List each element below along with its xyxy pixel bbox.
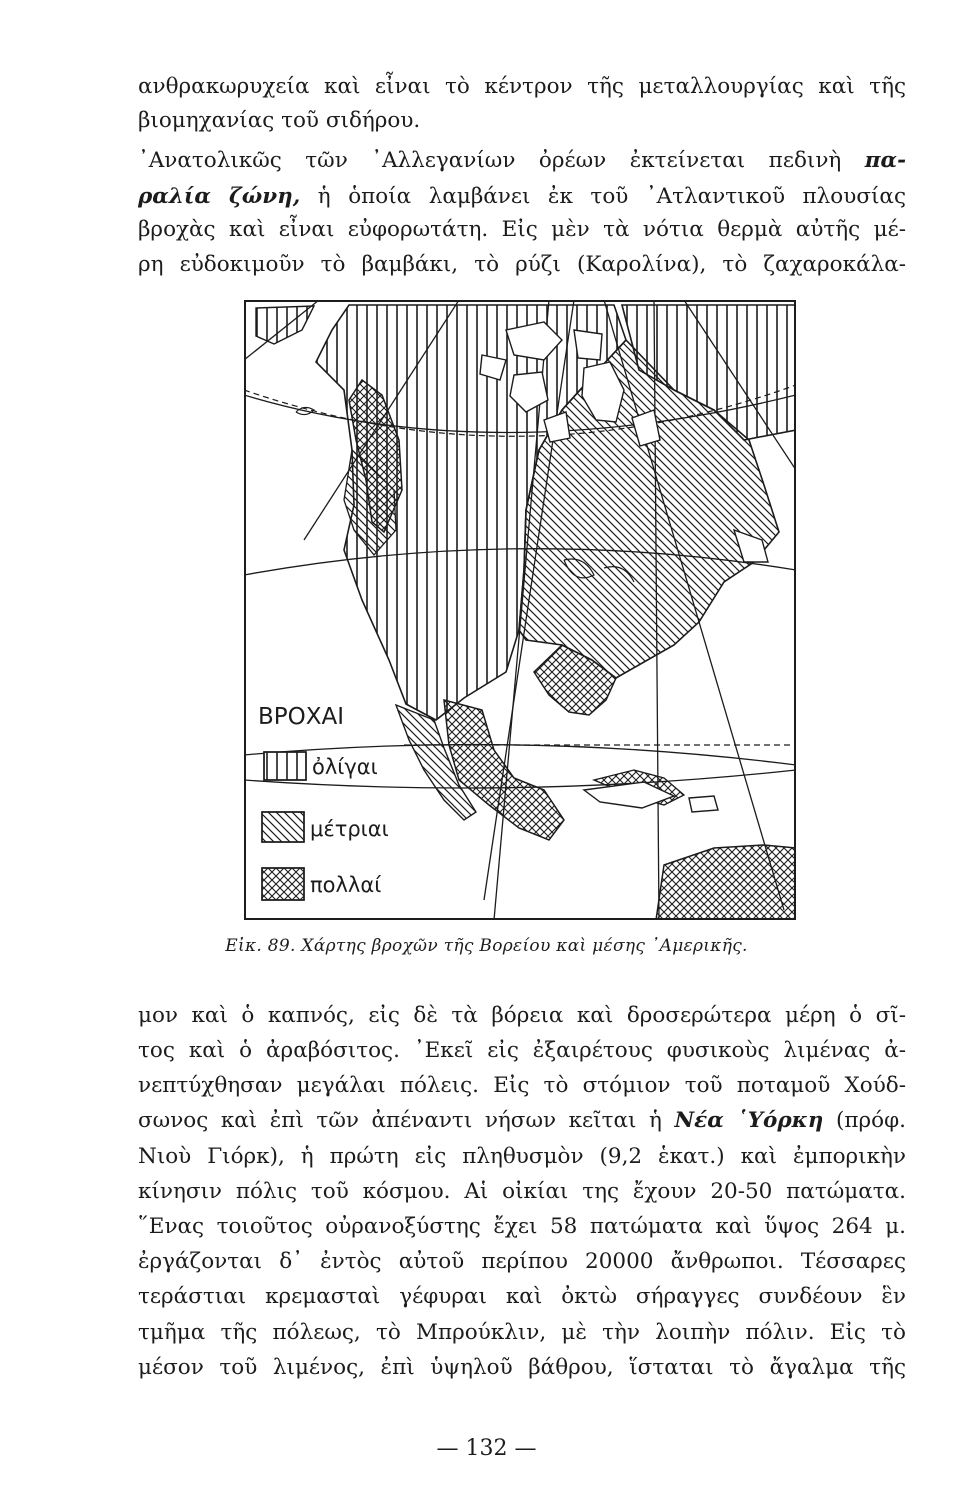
text-line: κίνησιν πόλις τοῦ κόσμου. Αἱ οἰκίαι της ἔχουν 20-50 πατώματα. [138,1179,906,1204]
legend-swatch-low [264,752,306,780]
text-line: νεπτύχθησαν μεγάλαι πόλεις. Εἰς τὸ στόμιον τοῦ ποταμοῦ Χούδ- [138,1073,906,1098]
legend-label-high: πολλαί [310,873,382,897]
text-line: Νιοὺ Γιόρκ), ἡ πρώτη εἰς πληθυσμὸν (9,2 ἑκατ.) καὶ ἐμπορικὴν [138,1144,906,1169]
emphasis-text: ραλία ζώνη, [138,184,301,209]
figure-caption: Εἰκ. 89. Χάρτης βροχῶν τῆς Βορείου καὶ μέσης ᾿Αμερικῆς. [225,936,748,956]
text-line: τεράστιαι κρεμασταὶ γέφυραι καὶ ὀκτὼ σήραγγες συνδέουν ἓν [138,1284,906,1309]
text-line: μέσον τοῦ λιμένος, ἐπὶ ὑψηλοῦ βάθρου, ἵσταται τὸ ἄγαλμα τῆς [138,1355,906,1380]
text-line: ραλία ζώνη, ἡ ὁποία λαμβάνει ἐκ τοῦ ᾿Ατλαντικοῦ πλουσίας [138,184,906,209]
legend-label-medium: μέτριαι [310,817,389,841]
emphasis-text: πα- [864,148,906,173]
text-line: βιομηχανίας τοῦ σιδήρου. [138,108,421,133]
text-line: μον καὶ ὁ καπνός, εἰς δὲ τὰ βόρεια καὶ δροσερώτερα μέρη ὁ σῖ- [138,1003,906,1028]
text-line: τος καὶ ὁ ἀραβόσιτος. ᾿Εκεῖ εἰς ἐξαιρέτους φυσικοὺς λιμένας ἀ- [138,1038,906,1063]
legend-swatch-high [262,868,304,900]
text-line: ρη εὐδοκιμοῦν τὸ βαμβάκι, τὸ ρύζι (Καρολίνα), τὸ ζαχαροκάλα- [138,252,906,277]
text-line: τμῆμα τῆς πόλεως, τὸ Μπρούκλιν, μὲ τὴν λοιπὴν πόλιν. Εἰς τὸ [138,1320,906,1345]
text-line: ῞Ενας τοιοῦτος οὐρανοξύστης ἔχει 58 πατώματα καὶ ὕψος 264 μ. [138,1214,906,1239]
text-line: ᾿Ανατολικῶς τῶν ᾿Αλλεγανίων ὀρέων ἐκτείνεται πεδινὴ πα- [138,148,906,173]
legend-title: ΒΡΟΧΑΙ [258,704,345,730]
text-line: ανθρακωρυχεία καὶ εἶναι τὸ κέντρον τῆς μεταλλουργίας καὶ τῆς [138,74,906,99]
city-name-emphasis: Νέα ῾Υόρκη [674,1108,824,1133]
legend-label-low: ὀλίγαι [312,755,378,779]
legend-swatch-medium [262,812,304,842]
text-line: σωνος καὶ ἐπὶ τῶν ἀπέναντι νήσων κεῖται ἡ Νέα ῾Υόρκη (πρόφ. [138,1108,906,1133]
rainfall-map [244,300,796,920]
text-line: βροχὰς καὶ εἶναι εὐφορωτάτη. Εἰς μὲν τὰ νότια θερμὰ αὐτῆς μέ- [138,217,906,242]
page-number: — 132 — [436,1436,537,1461]
text-line: ἐργάζονται δ᾿ ἐντὸς αὐτοῦ περίπου 20000 ἄνθρωποι. Τέσσαρες [138,1249,906,1274]
